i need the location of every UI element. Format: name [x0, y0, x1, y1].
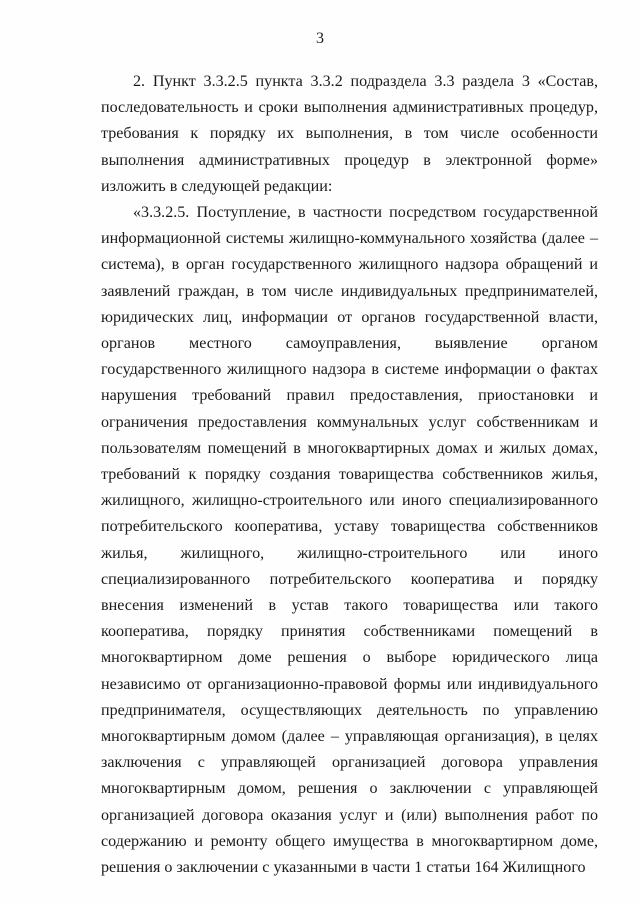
- paragraph-amendment-intro: 2. Пункт 3.3.2.5 пункта 3.3.2 подраздела 3.3 раздела 3 «Состав, последовательность и сроки выполнения административных процедур, требования к порядку их выполнения, в том числе особенности выполнения административных процедур в электронной форме» изложить в следующей редакции:: [101, 73, 598, 195]
- page-number: 3: [316, 30, 324, 47]
- document-body: [101, 69, 598, 881]
- paragraph-new-wording: «3.3.2.5. Поступление, в частности посредством государственной информационной системы жилищно-коммунального хозяйства (далее – система), в орган государственного жилищного надзора обращений и заявлений граждан, в том числе индивидуальных предпринимателей, юридических лиц, информации от органов государственной власти, органов местного самоуправления, выявление органом государственного жилищного надзора в системе информации о фактах нарушения требований правил предоставления, приостановки и ограничения предоставления коммунальных услуг собственникам и пользователям помещений в многоквартирных домах и жилых домах, требований к порядку создания товарищества собственников жилья, жилищного, жилищно-строительного или иного специализированного потребительского кооператива, уставу товарищества собственников жилья, жилищного, жилищно-строительного или иного специализированного потребительского кооператива и порядку внесения изменений в устав такого товарищества или такого кооператива, порядку принятия собственниками помещений в многоквартирном доме решения о выборе юридического лица независимо от организационно-правовой формы или индивидуального предпринимателя, осуществляющих деятельность по управлению многоквартирным домом (далее – управляющая организация), в целях заключения с управляющей организацией договора управления многоквартирным домом, решения о заключении с управляющей организацией договора оказания услуг и (или) выполнения работ по содержанию и ремонту общего имущества в многоквартирном доме, решения о заключении с указанными в части 1 статьи 164 Жилищного: [101, 204, 598, 877]
